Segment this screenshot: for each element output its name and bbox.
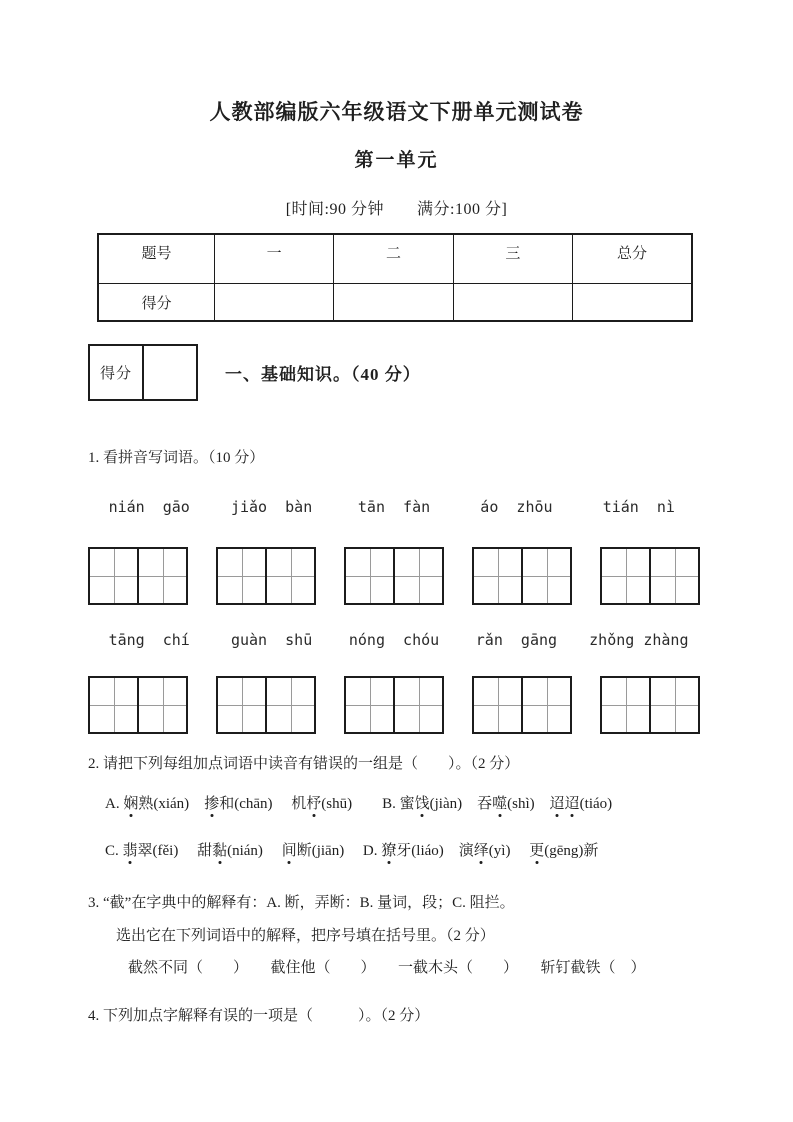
pinyin-word: guàn shū xyxy=(230,631,313,649)
question2-options-ab: A. 娴熟(xián) 掺和(chān) 机杼(shū) B. 蜜饯(jiàn) 吞噬(shì) 迢迢(tiáo) xyxy=(105,796,613,812)
pinyin-word: jiǎo bàn xyxy=(230,498,313,516)
score-table-header-cell: 题号 xyxy=(98,234,215,284)
page-content xyxy=(88,0,705,1122)
pinyin-word: nóng chóu xyxy=(348,631,440,649)
pinyin-row-1 xyxy=(88,498,700,516)
section1-header xyxy=(88,344,705,401)
question3-stem-line1: 3. “截”在字典中的解释有：A. 断，弄断：B. 量词，段；C. 阻拦。 xyxy=(88,895,515,911)
score-box-value[interactable] xyxy=(144,346,196,399)
pinyin-row-2 xyxy=(88,631,700,649)
score-row-label: 得分 xyxy=(98,284,215,322)
page-subtitle: 第一单元 xyxy=(354,150,439,171)
question4-stem: 4. 下列加点字解释有误的一项是（ ）。（2 分） xyxy=(88,1008,430,1024)
score-table-header-cell: 三 xyxy=(453,234,572,284)
pinyin-word: nián gāo xyxy=(108,498,190,516)
pinyin-word: tāng chí xyxy=(108,631,190,649)
writing-grid[interactable] xyxy=(88,676,188,734)
score-box xyxy=(88,344,198,401)
pinyin-word: áo zhōu xyxy=(480,498,553,516)
score-cell[interactable] xyxy=(215,284,334,322)
writing-grid[interactable] xyxy=(344,547,444,605)
pinyin-word: tián nì xyxy=(602,498,675,516)
exam-meta-line: [时间:90 分钟 满分:100 分] xyxy=(285,201,508,218)
question3-blanks-line: 截然不同（ ） 截住他（ ） 一截木头（ ） 斩钉截铁（ ） xyxy=(128,960,646,976)
question3-stem-line2: 选出它在下列词语中的解释，把序号填在括号里。（2 分） xyxy=(116,928,495,944)
score-table-header-row xyxy=(98,234,692,284)
section1-title: 一、基础知识。（40 分） xyxy=(225,365,421,384)
writing-grid-row-2 xyxy=(88,676,700,734)
score-table-score-row xyxy=(98,284,692,322)
score-table xyxy=(97,233,693,322)
score-box-label: 得分 xyxy=(90,346,144,399)
score-cell[interactable] xyxy=(573,284,692,322)
score-table-header-cell: 二 xyxy=(334,234,453,284)
writing-grid[interactable] xyxy=(472,676,572,734)
writing-grid-row-1 xyxy=(88,547,700,605)
writing-grid[interactable] xyxy=(88,547,188,605)
score-table-header-cell: 总分 xyxy=(573,234,692,284)
pinyin-word: rǎn gāng xyxy=(475,631,558,649)
writing-grid[interactable] xyxy=(216,547,316,605)
question2-options-cd: C. 翡翠(fěi) 甜黏(nián) 间断(jiān) D. 獠牙(liáo) 演绎(yì) 更(gēng)新 xyxy=(105,843,599,859)
writing-grid[interactable] xyxy=(600,676,700,734)
score-cell[interactable] xyxy=(453,284,572,322)
question1-stem: 1. 看拼音写词语。（10 分） xyxy=(88,450,265,466)
writing-grid[interactable] xyxy=(472,547,572,605)
writing-grid[interactable] xyxy=(600,547,700,605)
pinyin-word: tān fàn xyxy=(357,498,431,516)
score-table-header-cell: 一 xyxy=(215,234,334,284)
score-cell[interactable] xyxy=(334,284,453,322)
pinyin-word: zhǒng zhàng xyxy=(589,631,689,649)
writing-grid[interactable] xyxy=(344,676,444,734)
question2-stem: 2. 请把下列每组加点词语中读音有错误的一组是（ ）。（2 分） xyxy=(88,756,520,772)
page-title: 人教部编版六年级语文下册单元测试卷 xyxy=(209,100,584,124)
writing-grid[interactable] xyxy=(216,676,316,734)
